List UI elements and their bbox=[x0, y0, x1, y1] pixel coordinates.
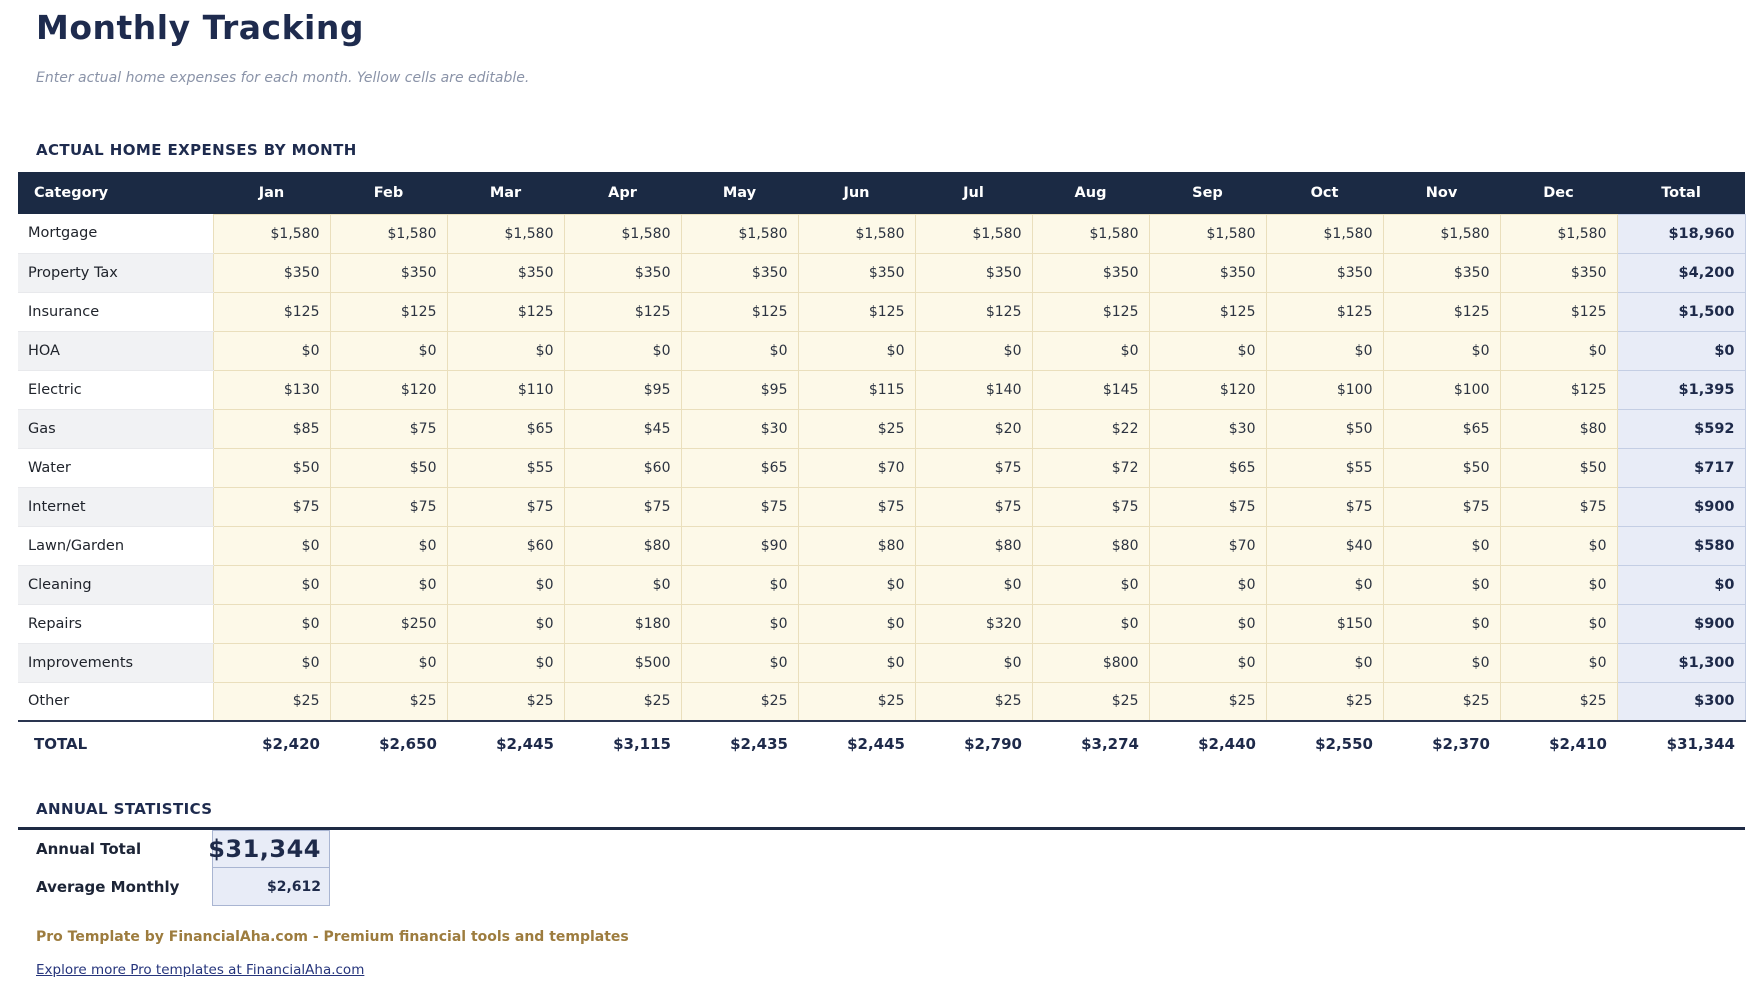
month-value-cell[interactable]: $350 bbox=[1500, 253, 1617, 292]
month-value-cell[interactable]: $350 bbox=[1032, 253, 1149, 292]
month-value-cell[interactable]: $75 bbox=[798, 487, 915, 526]
month-value-cell[interactable]: $0 bbox=[1500, 643, 1617, 682]
month-value-cell[interactable]: $130 bbox=[213, 370, 330, 409]
month-value-cell[interactable]: $1,580 bbox=[1032, 214, 1149, 253]
month-value-cell[interactable]: $350 bbox=[330, 253, 447, 292]
expense-row bbox=[18, 214, 1745, 253]
expense-row bbox=[18, 292, 1745, 331]
month-value-cell[interactable]: $65 bbox=[681, 448, 798, 487]
month-value-cell[interactable]: $55 bbox=[1266, 448, 1383, 487]
expenses-table bbox=[18, 172, 1746, 765]
month-value-cell[interactable]: $0 bbox=[213, 643, 330, 682]
grand-month-total-cell: $2,550 bbox=[1266, 721, 1383, 765]
column-header-month: Feb bbox=[330, 172, 447, 214]
month-value-cell[interactable]: $25 bbox=[447, 682, 564, 721]
month-value-cell[interactable]: $80 bbox=[915, 526, 1032, 565]
month-value-cell[interactable]: $350 bbox=[1266, 253, 1383, 292]
expense-row bbox=[18, 370, 1745, 409]
month-value-cell[interactable]: $0 bbox=[447, 331, 564, 370]
column-header-month: Dec bbox=[1500, 172, 1617, 214]
month-value-cell[interactable]: $25 bbox=[1149, 682, 1266, 721]
footer-explore-link[interactable]: Explore more Pro templates at FinancialAha.com bbox=[36, 962, 365, 978]
footer-branding: Pro Template by FinancialAha.com - Premium financial tools and templates bbox=[36, 929, 629, 945]
month-value-cell[interactable]: $0 bbox=[1383, 604, 1500, 643]
month-value-cell[interactable]: $145 bbox=[1032, 370, 1149, 409]
month-value-cell[interactable]: $120 bbox=[1149, 370, 1266, 409]
category-cell: Cleaning bbox=[18, 565, 213, 604]
month-value-cell[interactable]: $0 bbox=[330, 643, 447, 682]
month-value-cell[interactable]: $80 bbox=[798, 526, 915, 565]
month-value-cell[interactable]: $0 bbox=[681, 604, 798, 643]
month-value-cell[interactable]: $0 bbox=[564, 565, 681, 604]
month-value-cell[interactable]: $0 bbox=[213, 565, 330, 604]
grand-month-total-cell: $3,115 bbox=[564, 721, 681, 765]
month-value-cell[interactable]: $0 bbox=[798, 565, 915, 604]
category-cell: Property Tax bbox=[18, 253, 213, 292]
month-value-cell[interactable]: $70 bbox=[798, 448, 915, 487]
month-value-cell[interactable]: $25 bbox=[330, 682, 447, 721]
month-value-cell[interactable]: $0 bbox=[915, 643, 1032, 682]
month-value-cell[interactable]: $350 bbox=[447, 253, 564, 292]
month-value-cell[interactable]: $50 bbox=[1383, 448, 1500, 487]
average-monthly-label: Average Monthly bbox=[36, 878, 180, 896]
category-cell: Improvements bbox=[18, 643, 213, 682]
month-value-cell[interactable]: $0 bbox=[1383, 331, 1500, 370]
month-value-cell[interactable]: $0 bbox=[681, 331, 798, 370]
month-value-cell[interactable]: $75 bbox=[1500, 487, 1617, 526]
month-value-cell[interactable]: $125 bbox=[1383, 292, 1500, 331]
column-header-month: Aug bbox=[1032, 172, 1149, 214]
month-value-cell[interactable]: $350 bbox=[564, 253, 681, 292]
category-cell: Electric bbox=[18, 370, 213, 409]
month-value-cell[interactable]: $50 bbox=[1500, 448, 1617, 487]
category-cell: Lawn/Garden bbox=[18, 526, 213, 565]
month-value-cell[interactable]: $0 bbox=[915, 331, 1032, 370]
grand-annual-total-cell: $31,344 bbox=[1617, 721, 1745, 765]
category-cell: Repairs bbox=[18, 604, 213, 643]
month-value-cell[interactable]: $125 bbox=[213, 292, 330, 331]
category-cell: Insurance bbox=[18, 292, 213, 331]
row-total-cell: $1,500 bbox=[1617, 292, 1745, 331]
month-value-cell[interactable]: $0 bbox=[564, 331, 681, 370]
month-value-cell[interactable]: $0 bbox=[1383, 565, 1500, 604]
month-value-cell[interactable]: $0 bbox=[1149, 565, 1266, 604]
month-value-cell[interactable]: $20 bbox=[915, 409, 1032, 448]
category-cell: Water bbox=[18, 448, 213, 487]
month-value-cell[interactable]: $0 bbox=[213, 331, 330, 370]
month-value-cell[interactable]: $0 bbox=[1500, 331, 1617, 370]
month-value-cell[interactable]: $125 bbox=[1149, 292, 1266, 331]
month-value-cell[interactable]: $0 bbox=[1383, 643, 1500, 682]
month-value-cell[interactable]: $125 bbox=[1500, 370, 1617, 409]
row-total-cell: $1,300 bbox=[1617, 643, 1745, 682]
column-header-month: Mar bbox=[447, 172, 564, 214]
month-value-cell[interactable]: $95 bbox=[564, 370, 681, 409]
page-subtitle: Enter actual home expenses for each month. Yellow cells are editable. bbox=[36, 70, 530, 86]
month-value-cell[interactable]: $65 bbox=[447, 409, 564, 448]
month-value-cell[interactable]: $60 bbox=[564, 448, 681, 487]
month-value-cell[interactable]: $0 bbox=[798, 331, 915, 370]
month-value-cell[interactable]: $75 bbox=[330, 487, 447, 526]
grand-month-total-cell: $2,410 bbox=[1500, 721, 1617, 765]
grand-month-total-cell: $2,445 bbox=[798, 721, 915, 765]
month-value-cell[interactable]: $0 bbox=[915, 565, 1032, 604]
month-value-cell[interactable]: $0 bbox=[1266, 331, 1383, 370]
grand-month-total-cell: $2,420 bbox=[213, 721, 330, 765]
month-value-cell[interactable]: $180 bbox=[564, 604, 681, 643]
month-value-cell[interactable]: $0 bbox=[447, 643, 564, 682]
average-monthly-row bbox=[18, 868, 1745, 906]
column-header-month: Sep bbox=[1149, 172, 1266, 214]
month-value-cell[interactable]: $25 bbox=[681, 682, 798, 721]
month-value-cell[interactable]: $90 bbox=[681, 526, 798, 565]
month-value-cell[interactable]: $0 bbox=[1500, 604, 1617, 643]
grand-month-total-cell: $2,440 bbox=[1149, 721, 1266, 765]
annual-total-label: Annual Total bbox=[36, 840, 142, 858]
column-header-month: Apr bbox=[564, 172, 681, 214]
month-value-cell[interactable]: $80 bbox=[564, 526, 681, 565]
month-value-cell[interactable]: $25 bbox=[915, 682, 1032, 721]
month-value-cell[interactable]: $1,580 bbox=[1266, 214, 1383, 253]
grand-month-total-cell: $2,445 bbox=[447, 721, 564, 765]
month-value-cell[interactable]: $140 bbox=[915, 370, 1032, 409]
expense-row bbox=[18, 409, 1745, 448]
expenses-table-section bbox=[18, 172, 1746, 765]
month-value-cell[interactable]: $1,580 bbox=[330, 214, 447, 253]
month-value-cell[interactable]: $150 bbox=[1266, 604, 1383, 643]
month-value-cell[interactable]: $75 bbox=[1149, 487, 1266, 526]
expense-row bbox=[18, 331, 1745, 370]
category-cell: Gas bbox=[18, 409, 213, 448]
month-value-cell[interactable]: $1,580 bbox=[1149, 214, 1266, 253]
month-value-cell[interactable]: $75 bbox=[915, 487, 1032, 526]
month-value-cell[interactable]: $350 bbox=[681, 253, 798, 292]
month-value-cell[interactable]: $25 bbox=[564, 682, 681, 721]
month-value-cell[interactable]: $75 bbox=[681, 487, 798, 526]
column-header-month: May bbox=[681, 172, 798, 214]
month-value-cell[interactable]: $1,580 bbox=[564, 214, 681, 253]
month-value-cell[interactable]: $50 bbox=[330, 448, 447, 487]
month-value-cell[interactable]: $120 bbox=[330, 370, 447, 409]
month-value-cell[interactable]: $30 bbox=[1149, 409, 1266, 448]
month-value-cell[interactable]: $350 bbox=[213, 253, 330, 292]
month-value-cell[interactable]: $45 bbox=[564, 409, 681, 448]
row-total-cell: $580 bbox=[1617, 526, 1745, 565]
month-value-cell[interactable]: $22 bbox=[1032, 409, 1149, 448]
month-value-cell[interactable]: $75 bbox=[213, 487, 330, 526]
month-value-cell[interactable]: $1,580 bbox=[1383, 214, 1500, 253]
category-cell: Internet bbox=[18, 487, 213, 526]
month-value-cell[interactable]: $0 bbox=[1500, 526, 1617, 565]
month-value-cell[interactable]: $0 bbox=[330, 331, 447, 370]
month-value-cell[interactable]: $65 bbox=[1383, 409, 1500, 448]
row-total-cell: $900 bbox=[1617, 604, 1745, 643]
annual-total-row bbox=[18, 830, 1745, 868]
month-value-cell[interactable]: $0 bbox=[1266, 643, 1383, 682]
month-value-cell[interactable]: $1,580 bbox=[681, 214, 798, 253]
expense-row bbox=[18, 565, 1745, 604]
month-value-cell[interactable]: $40 bbox=[1266, 526, 1383, 565]
month-value-cell[interactable]: $75 bbox=[1266, 487, 1383, 526]
month-value-cell[interactable]: $0 bbox=[1149, 331, 1266, 370]
row-total-cell: $717 bbox=[1617, 448, 1745, 487]
month-value-cell[interactable]: $75 bbox=[447, 487, 564, 526]
page-title: Monthly Tracking bbox=[36, 8, 364, 47]
month-value-cell[interactable]: $0 bbox=[1500, 565, 1617, 604]
row-total-cell: $1,395 bbox=[1617, 370, 1745, 409]
month-value-cell[interactable]: $75 bbox=[915, 448, 1032, 487]
month-value-cell[interactable]: $72 bbox=[1032, 448, 1149, 487]
month-value-cell[interactable]: $125 bbox=[798, 292, 915, 331]
row-total-cell: $592 bbox=[1617, 409, 1745, 448]
month-value-cell[interactable]: $85 bbox=[213, 409, 330, 448]
category-cell: Other bbox=[18, 682, 213, 721]
annual-total-value: $31,344 bbox=[212, 830, 330, 868]
annual-statistics-section bbox=[18, 800, 1745, 906]
month-value-cell[interactable]: $75 bbox=[564, 487, 681, 526]
grand-total-label: TOTAL bbox=[18, 721, 213, 765]
row-total-cell: $0 bbox=[1617, 565, 1745, 604]
month-value-cell[interactable]: $125 bbox=[1032, 292, 1149, 331]
month-value-cell[interactable]: $95 bbox=[681, 370, 798, 409]
expense-row bbox=[18, 526, 1745, 565]
column-header-month: Oct bbox=[1266, 172, 1383, 214]
month-value-cell[interactable]: $0 bbox=[798, 643, 915, 682]
month-value-cell[interactable]: $0 bbox=[798, 604, 915, 643]
month-value-cell[interactable]: $125 bbox=[447, 292, 564, 331]
month-value-cell[interactable]: $0 bbox=[213, 604, 330, 643]
month-value-cell[interactable]: $0 bbox=[1032, 331, 1149, 370]
grand-month-total-cell: $2,790 bbox=[915, 721, 1032, 765]
month-value-cell[interactable]: $75 bbox=[330, 409, 447, 448]
month-value-cell[interactable]: $50 bbox=[213, 448, 330, 487]
row-total-cell: $900 bbox=[1617, 487, 1745, 526]
month-value-cell[interactable]: $25 bbox=[798, 682, 915, 721]
month-value-cell[interactable]: $0 bbox=[1032, 604, 1149, 643]
month-value-cell[interactable]: $80 bbox=[1500, 409, 1617, 448]
month-value-cell[interactable]: $60 bbox=[447, 526, 564, 565]
month-value-cell[interactable]: $0 bbox=[330, 526, 447, 565]
month-value-cell[interactable]: $70 bbox=[1149, 526, 1266, 565]
month-value-cell[interactable]: $1,580 bbox=[798, 214, 915, 253]
month-value-cell[interactable]: $125 bbox=[1500, 292, 1617, 331]
month-value-cell[interactable]: $350 bbox=[1149, 253, 1266, 292]
month-value-cell[interactable]: $125 bbox=[1266, 292, 1383, 331]
grand-month-total-cell: $2,370 bbox=[1383, 721, 1500, 765]
row-total-cell: $4,200 bbox=[1617, 253, 1745, 292]
month-value-cell[interactable]: $25 bbox=[1500, 682, 1617, 721]
month-value-cell[interactable]: $80 bbox=[1032, 526, 1149, 565]
month-value-cell[interactable]: $25 bbox=[1383, 682, 1500, 721]
month-value-cell[interactable]: $0 bbox=[681, 565, 798, 604]
expense-row bbox=[18, 487, 1745, 526]
month-value-cell[interactable]: $125 bbox=[564, 292, 681, 331]
row-total-cell: $300 bbox=[1617, 682, 1745, 721]
month-value-cell[interactable]: $0 bbox=[1383, 526, 1500, 565]
month-value-cell[interactable]: $75 bbox=[1032, 487, 1149, 526]
column-header-month: Nov bbox=[1383, 172, 1500, 214]
row-total-cell: $0 bbox=[1617, 331, 1745, 370]
month-value-cell[interactable]: $800 bbox=[1032, 643, 1149, 682]
month-value-cell[interactable]: $100 bbox=[1266, 370, 1383, 409]
month-value-cell[interactable]: $0 bbox=[213, 526, 330, 565]
month-value-cell[interactable]: $125 bbox=[681, 292, 798, 331]
column-header-month: Jun bbox=[798, 172, 915, 214]
stats-heading: ANNUAL STATISTICS bbox=[36, 800, 213, 818]
row-total-cell: $18,960 bbox=[1617, 214, 1745, 253]
expense-row bbox=[18, 604, 1745, 643]
expense-row bbox=[18, 682, 1745, 721]
average-monthly-value: $2,612 bbox=[212, 868, 330, 906]
column-header-total: Total bbox=[1617, 172, 1745, 214]
month-value-cell[interactable]: $25 bbox=[1032, 682, 1149, 721]
month-value-cell[interactable]: $1,580 bbox=[1500, 214, 1617, 253]
month-value-cell[interactable]: $125 bbox=[915, 292, 1032, 331]
column-header-month: Jan bbox=[213, 172, 330, 214]
month-value-cell[interactable]: $0 bbox=[1149, 643, 1266, 682]
month-value-cell[interactable]: $350 bbox=[915, 253, 1032, 292]
expense-row bbox=[18, 448, 1745, 487]
grand-total-row bbox=[18, 721, 1745, 765]
month-value-cell[interactable]: $250 bbox=[330, 604, 447, 643]
expense-row bbox=[18, 643, 1745, 682]
column-header-month: Jul bbox=[915, 172, 1032, 214]
month-value-cell[interactable]: $0 bbox=[1032, 565, 1149, 604]
month-value-cell[interactable]: $1,580 bbox=[447, 214, 564, 253]
column-header-category: Category bbox=[18, 172, 213, 214]
month-value-cell[interactable]: $110 bbox=[447, 370, 564, 409]
month-value-cell[interactable]: $55 bbox=[447, 448, 564, 487]
month-value-cell[interactable]: $320 bbox=[915, 604, 1032, 643]
month-value-cell[interactable]: $1,580 bbox=[915, 214, 1032, 253]
month-value-cell[interactable]: $75 bbox=[1383, 487, 1500, 526]
month-value-cell[interactable]: $25 bbox=[213, 682, 330, 721]
month-value-cell[interactable]: $0 bbox=[330, 565, 447, 604]
grand-month-total-cell: $2,650 bbox=[330, 721, 447, 765]
month-value-cell[interactable]: $0 bbox=[447, 565, 564, 604]
category-cell: HOA bbox=[18, 331, 213, 370]
expenses-header-row bbox=[18, 172, 1745, 214]
month-value-cell[interactable]: $500 bbox=[564, 643, 681, 682]
month-value-cell[interactable]: $350 bbox=[798, 253, 915, 292]
month-value-cell[interactable]: $25 bbox=[1266, 682, 1383, 721]
month-value-cell[interactable]: $30 bbox=[681, 409, 798, 448]
stats-table bbox=[18, 827, 1745, 906]
month-value-cell[interactable]: $0 bbox=[1149, 604, 1266, 643]
grand-month-total-cell: $2,435 bbox=[681, 721, 798, 765]
month-value-cell[interactable]: $350 bbox=[1383, 253, 1500, 292]
month-value-cell[interactable]: $100 bbox=[1383, 370, 1500, 409]
category-cell: Mortgage bbox=[18, 214, 213, 253]
expense-row bbox=[18, 253, 1745, 292]
month-value-cell[interactable]: $115 bbox=[798, 370, 915, 409]
month-value-cell[interactable]: $125 bbox=[330, 292, 447, 331]
month-value-cell[interactable]: $0 bbox=[1266, 565, 1383, 604]
month-value-cell[interactable]: $0 bbox=[447, 604, 564, 643]
month-value-cell[interactable]: $25 bbox=[798, 409, 915, 448]
month-value-cell[interactable]: $1,580 bbox=[213, 214, 330, 253]
month-value-cell[interactable]: $50 bbox=[1266, 409, 1383, 448]
month-value-cell[interactable]: $0 bbox=[681, 643, 798, 682]
month-value-cell[interactable]: $65 bbox=[1149, 448, 1266, 487]
grand-month-total-cell: $3,274 bbox=[1032, 721, 1149, 765]
expenses-section-heading: ACTUAL HOME EXPENSES BY MONTH bbox=[36, 141, 357, 159]
